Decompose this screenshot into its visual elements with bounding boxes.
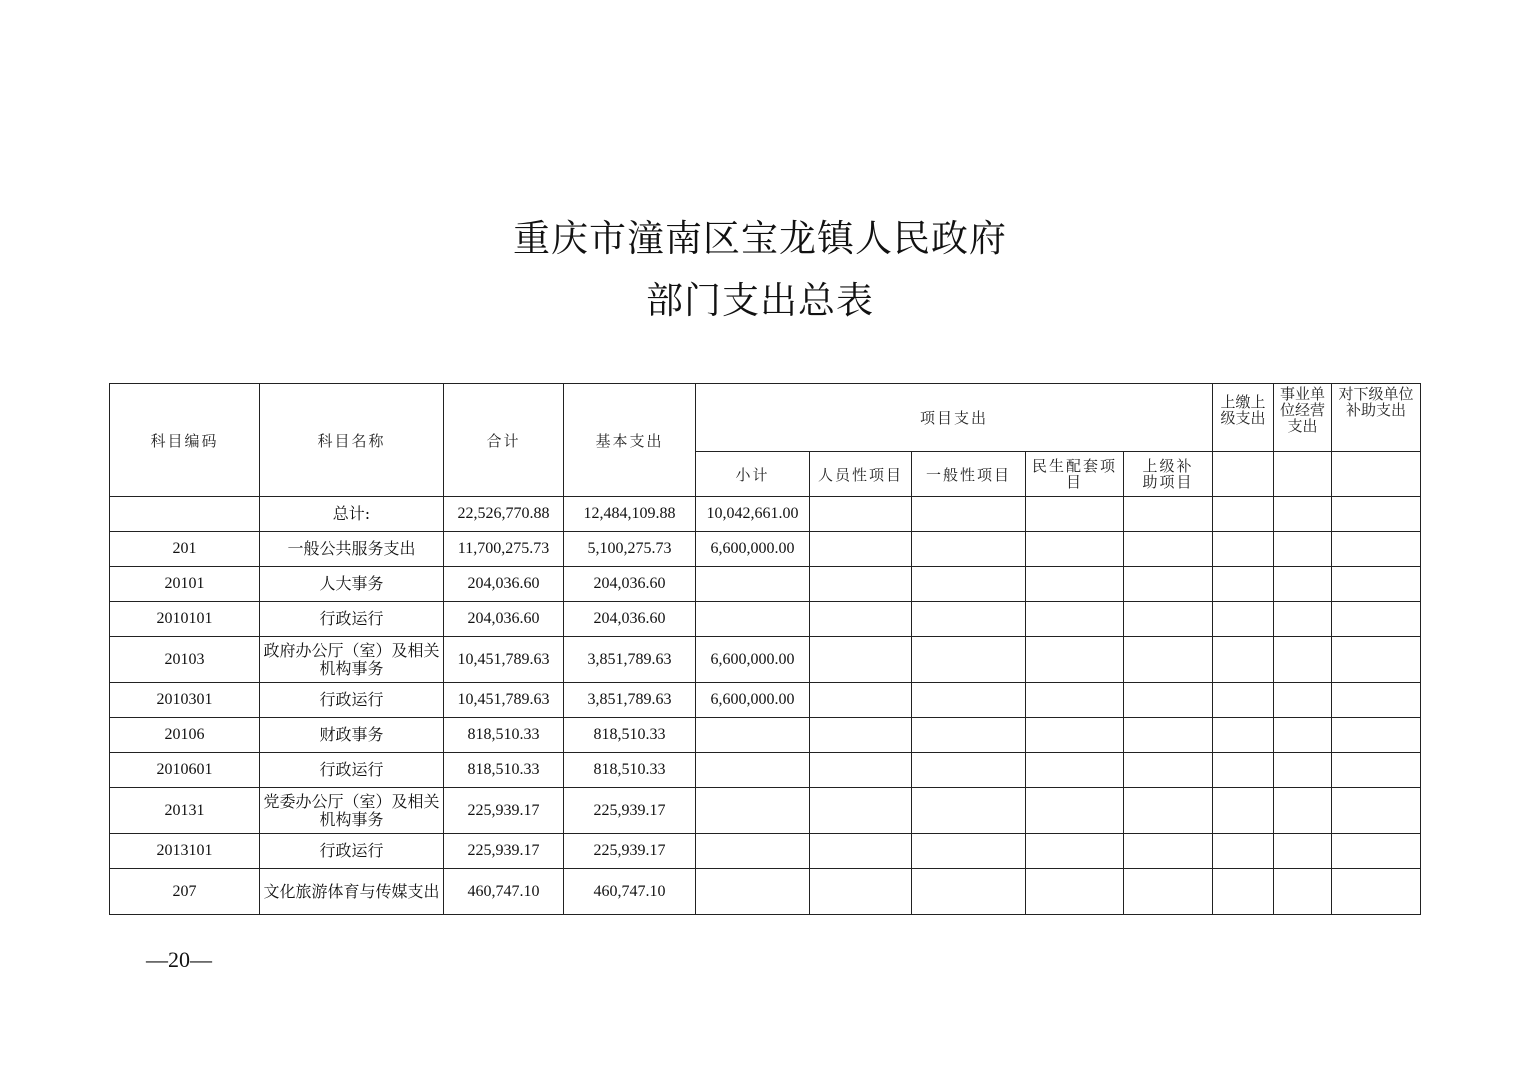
empty-cell [1332, 602, 1421, 637]
empty-cell [1213, 753, 1274, 788]
empty-cell [1332, 532, 1421, 567]
header-personnel: 人员性项目 [810, 452, 912, 497]
cell-name: 行政运行 [260, 753, 444, 788]
empty-cell [1332, 637, 1421, 683]
empty-cell [912, 532, 1026, 567]
empty-cell [810, 753, 912, 788]
empty-cell [1274, 683, 1332, 718]
cell-name: 一般公共服务支出 [260, 532, 444, 567]
empty-cell [1124, 788, 1213, 834]
empty-cell [1274, 788, 1332, 834]
cell-subtotal [696, 753, 810, 788]
empty-cell [912, 753, 1026, 788]
empty-cell [912, 834, 1026, 869]
empty-cell [1124, 497, 1213, 532]
header-general: 一般性项目 [912, 452, 1026, 497]
empty-cell [1026, 532, 1124, 567]
empty-cell [810, 718, 912, 753]
cell-subtotal: 6,600,000.00 [696, 637, 810, 683]
table-row [110, 602, 1421, 637]
empty-cell [810, 497, 912, 532]
empty-cell [912, 869, 1026, 915]
cell-name: 政府办公厅（室）及相关机构事务 [260, 637, 444, 683]
empty-cell [1274, 452, 1332, 497]
cell-code [110, 497, 260, 532]
document-subtitle: 部门支出总表 [646, 279, 874, 322]
empty-cell [1213, 834, 1274, 869]
header-total: 合计 [444, 384, 564, 497]
empty-cell [1026, 753, 1124, 788]
empty-cell [810, 567, 912, 602]
table-row [110, 753, 1421, 788]
header-upper-subsidy: 上级补助项目 [1124, 452, 1213, 497]
empty-cell [1026, 567, 1124, 602]
empty-cell [912, 497, 1026, 532]
empty-cell [1274, 602, 1332, 637]
empty-cell [1274, 834, 1332, 869]
empty-cell [1274, 497, 1332, 532]
cell-subtotal [696, 834, 810, 869]
header-upper-pay: 上缴上级支出 [1213, 384, 1274, 452]
header-row-1 [110, 384, 1421, 452]
empty-cell [912, 718, 1026, 753]
empty-cell [1332, 788, 1421, 834]
table-row [110, 869, 1421, 915]
cell-basic: 204,036.60 [564, 567, 696, 602]
cell-basic: 818,510.33 [564, 753, 696, 788]
cell-total: 11,700,275.73 [444, 532, 564, 567]
cell-code: 2010101 [110, 602, 260, 637]
empty-cell [1332, 834, 1421, 869]
cell-code: 20131 [110, 788, 260, 834]
cell-subtotal [696, 718, 810, 753]
cell-basic: 12,484,109.88 [564, 497, 696, 532]
header-name: 科目名称 [260, 384, 444, 497]
header-project: 项目支出 [696, 384, 1213, 452]
empty-cell [1213, 869, 1274, 915]
cell-total: 225,939.17 [444, 788, 564, 834]
cell-subtotal [696, 788, 810, 834]
empty-cell [1213, 497, 1274, 532]
empty-cell [810, 834, 912, 869]
empty-cell [1026, 834, 1124, 869]
cell-subtotal [696, 869, 810, 915]
empty-cell [1332, 753, 1421, 788]
empty-cell [810, 602, 912, 637]
empty-cell [810, 532, 912, 567]
empty-cell [912, 567, 1026, 602]
empty-cell [810, 637, 912, 683]
empty-cell [1274, 718, 1332, 753]
empty-cell [1274, 567, 1332, 602]
cell-code: 2013101 [110, 834, 260, 869]
empty-cell [1124, 532, 1213, 567]
empty-cell [1274, 869, 1332, 915]
cell-basic: 204,036.60 [564, 602, 696, 637]
cell-name: 行政运行 [260, 683, 444, 718]
cell-subtotal [696, 567, 810, 602]
cell-basic: 3,851,789.63 [564, 637, 696, 683]
cell-code: 20101 [110, 567, 260, 602]
empty-cell [1332, 452, 1421, 497]
empty-cell [1213, 637, 1274, 683]
cell-total: 204,036.60 [444, 602, 564, 637]
empty-cell [810, 869, 912, 915]
empty-cell [1213, 683, 1274, 718]
empty-cell [1124, 718, 1213, 753]
cell-subtotal: 6,600,000.00 [696, 532, 810, 567]
empty-cell [1124, 637, 1213, 683]
table-row [110, 497, 1421, 532]
expenditure-table [109, 383, 1421, 915]
cell-total: 204,036.60 [444, 567, 564, 602]
table-row [110, 718, 1421, 753]
cell-code: 2010601 [110, 753, 260, 788]
empty-cell [1124, 567, 1213, 602]
cell-total: 10,451,789.63 [444, 683, 564, 718]
cell-basic: 225,939.17 [564, 834, 696, 869]
cell-total: 818,510.33 [444, 753, 564, 788]
header-basic: 基本支出 [564, 384, 696, 497]
empty-cell [1274, 637, 1332, 683]
empty-cell [1332, 683, 1421, 718]
empty-cell [1274, 532, 1332, 567]
header-subsidy-lower: 对下级单位补助支出 [1332, 384, 1421, 452]
cell-total: 225,939.17 [444, 834, 564, 869]
empty-cell [912, 637, 1026, 683]
cell-total: 10,451,789.63 [444, 637, 564, 683]
empty-cell [1124, 602, 1213, 637]
empty-cell [1213, 567, 1274, 602]
empty-cell [912, 788, 1026, 834]
cell-total: 818,510.33 [444, 718, 564, 753]
empty-cell [1213, 532, 1274, 567]
cell-total: 460,747.10 [444, 869, 564, 915]
table-row [110, 683, 1421, 718]
empty-cell [1332, 718, 1421, 753]
cell-code: 20103 [110, 637, 260, 683]
empty-cell [1124, 834, 1213, 869]
cell-total: 22,526,770.88 [444, 497, 564, 532]
empty-cell [1332, 567, 1421, 602]
cell-name: 总计: [260, 497, 444, 532]
header-business: 事业单位经营支出 [1274, 384, 1332, 452]
cell-code: 201 [110, 532, 260, 567]
table-row [110, 637, 1421, 683]
empty-cell [1124, 683, 1213, 718]
table-row [110, 532, 1421, 567]
empty-cell [1026, 683, 1124, 718]
empty-cell [1332, 869, 1421, 915]
empty-cell [1124, 869, 1213, 915]
cell-name: 行政运行 [260, 834, 444, 869]
cell-name: 人大事务 [260, 567, 444, 602]
cell-name: 行政运行 [260, 602, 444, 637]
empty-cell [1026, 637, 1124, 683]
empty-cell [1213, 602, 1274, 637]
empty-cell [1213, 718, 1274, 753]
cell-basic: 225,939.17 [564, 788, 696, 834]
page-number: —20— [146, 947, 212, 972]
empty-cell [1332, 497, 1421, 532]
cell-code: 2010301 [110, 683, 260, 718]
cell-basic: 460,747.10 [564, 869, 696, 915]
cell-name: 财政事务 [260, 718, 444, 753]
cell-code: 20106 [110, 718, 260, 753]
header-code: 科目编码 [110, 384, 260, 497]
cell-basic: 3,851,789.63 [564, 683, 696, 718]
empty-cell [1213, 452, 1274, 497]
empty-cell [1274, 753, 1332, 788]
empty-cell [1026, 602, 1124, 637]
cell-subtotal [696, 602, 810, 637]
cell-name: 党委办公厅（室）及相关机构事务 [260, 788, 444, 834]
empty-cell [1124, 753, 1213, 788]
cell-name: 文化旅游体育与传媒支出 [260, 869, 444, 915]
header-livelihood: 民生配套项目 [1026, 452, 1124, 497]
table-row [110, 567, 1421, 602]
cell-basic: 818,510.33 [564, 718, 696, 753]
cell-subtotal: 10,042,661.00 [696, 497, 810, 532]
empty-cell [1026, 718, 1124, 753]
cell-subtotal: 6,600,000.00 [696, 683, 810, 718]
empty-cell [912, 602, 1026, 637]
cell-basic: 5,100,275.73 [564, 532, 696, 567]
document-title: 重庆市潼南区宝龙镇人民政府 [513, 217, 1007, 260]
empty-cell [1026, 869, 1124, 915]
cell-code: 207 [110, 869, 260, 915]
empty-cell [912, 683, 1026, 718]
empty-cell [1026, 497, 1124, 532]
table-row [110, 834, 1421, 869]
empty-cell [1213, 788, 1274, 834]
header-subtotal: 小计 [696, 452, 810, 497]
table-row [110, 788, 1421, 834]
empty-cell [1026, 788, 1124, 834]
empty-cell [810, 683, 912, 718]
empty-cell [810, 788, 912, 834]
